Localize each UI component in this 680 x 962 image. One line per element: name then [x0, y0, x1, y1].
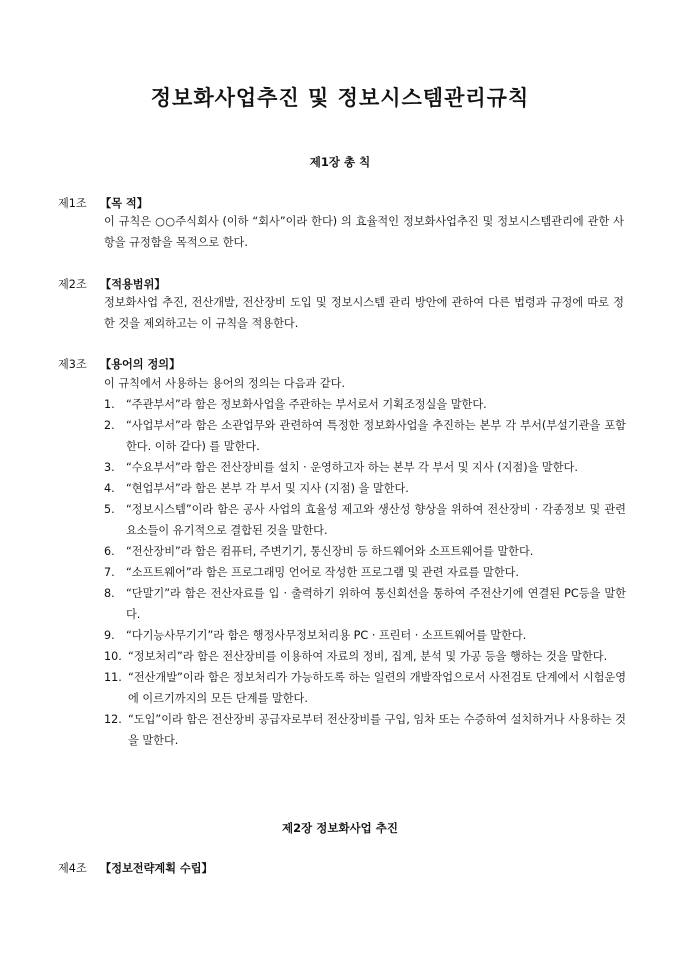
list-item	[104, 667, 626, 709]
article-number: 제1조	[58, 197, 87, 210]
item-number: 3.	[104, 461, 115, 474]
document-title: 정보화사업추진 및 정보시스템관리규칙	[150, 85, 530, 110]
definitions-list	[104, 394, 626, 751]
item-number: 4.	[104, 482, 115, 495]
article-number: 제2조	[58, 278, 87, 291]
item-number: 1.	[104, 398, 115, 411]
item-number: 8.	[104, 587, 115, 600]
list-item	[104, 646, 626, 667]
article-number: 제3조	[58, 358, 87, 371]
list-item	[104, 709, 626, 751]
article-4-heading	[58, 860, 213, 876]
list-item	[104, 583, 626, 625]
item-number: 9.	[104, 629, 115, 642]
list-item	[104, 625, 626, 646]
chapter-2-heading: 제2장 정보화사업 추진	[282, 821, 398, 835]
item-number: 11.	[104, 671, 122, 684]
item-text: “정보처리”라 함은 전산장비를 이용하여 자료의 정비, 집계, 분석 및 가공 등을 행하는 것을 말한다.	[128, 650, 608, 663]
item-number: 6.	[104, 545, 115, 558]
item-number: 5.	[104, 503, 115, 516]
item-text: “주관부서”라 함은 정보화사업을 주관하는 부서로서 기획조정실을 말한다.	[126, 398, 487, 411]
item-text: “수요부서”라 함은 전산장비를 설치 · 운영하고자 하는 본부 각 부서 및 지사 (지점)을 말한다.	[126, 461, 578, 474]
chapter-1-heading: 제1장 총 칙	[309, 155, 371, 169]
item-number: 10.	[104, 650, 122, 663]
article-2-heading	[58, 276, 166, 292]
article-title: 【정보전략계획 수립】	[100, 862, 213, 875]
article-title: 【목 적】	[100, 197, 148, 210]
list-item	[104, 415, 626, 457]
article-3-intro: 이 규칙에서 사용하는 용어의 정의는 다음과 같다.	[104, 377, 346, 390]
item-number: 2.	[104, 419, 115, 432]
item-text: “전산개발”이라 함은 정보처리가 가능하도록 하는 일련의 개발작업으로서 사전검토 단계에서 시험운영에 이르기까지의 모든 단계를 말한다.	[128, 671, 626, 705]
list-item	[104, 394, 626, 415]
list-item	[104, 478, 626, 499]
article-title: 【적용범위】	[100, 278, 166, 291]
item-text: “전산장비”라 함은 컴퓨터, 주변기기, 통신장비 등 하드웨어와 소프트웨어를 말한다.	[126, 545, 534, 558]
item-text: “다기능사무기기”라 함은 행정사무정보처리용 PC · 프린터 · 소프트웨어를 말한다.	[126, 629, 527, 642]
article-number: 제4조	[58, 862, 87, 875]
item-text: “단말기”라 함은 전산자료를 입 · 출력하기 위하여 통신회선을 통하여 주전산기에 연결된 PC등을 말한다.	[126, 587, 626, 621]
list-item	[104, 562, 626, 583]
list-item	[104, 499, 626, 541]
list-item	[104, 541, 626, 562]
list-item	[104, 457, 626, 478]
item-text: “사업부서”라 함은 소관업무와 관련하여 특정한 정보화사업을 추진하는 본부 각 부서(부설기관을 포함한다. 이하 같다) 를 말한다.	[126, 419, 626, 453]
article-3-heading	[58, 356, 180, 372]
article-2-body: 정보화사업 추진, 전산개발, 전산장비 도입 및 정보시스템 관리 방안에 관하여 다른 법령과 규정에 따로 정한 것을 제외하고는 이 규칙을 적용한다.	[104, 296, 624, 330]
item-text: “소프트웨어”라 함은 프로그래밍 언어로 작성한 프로그램 및 관련 자료를 말한다.	[126, 566, 519, 579]
item-text: “정보시스템”이라 함은 공사 사업의 효율성 제고와 생산성 향상을 위하여 전산장비 · 각종정보 및 관련요소들이 유기적으로 결합된 것을 말한다.	[126, 503, 626, 537]
item-text: “현업부서”라 함은 본부 각 부서 및 지사 (지점) 을 말한다.	[126, 482, 409, 495]
article-1-heading	[58, 195, 148, 211]
item-number: 7.	[104, 566, 115, 579]
article-1-body: 이 규칙은 ○○주식회사 (이하 “회사”이라 한다) 의 효율적인 정보화사업추진 및 정보시스템관리에 관한 사항을 규정함을 목적으로 한다.	[104, 215, 624, 249]
item-number: 12.	[104, 713, 122, 726]
item-text: “도입”이라 함은 전산장비 공급자로부터 전산장비를 구입, 임차 또는 수증하여 설치하거나 사용하는 것을 말한다.	[128, 713, 626, 747]
article-title: 【용어의 정의】	[100, 358, 181, 371]
